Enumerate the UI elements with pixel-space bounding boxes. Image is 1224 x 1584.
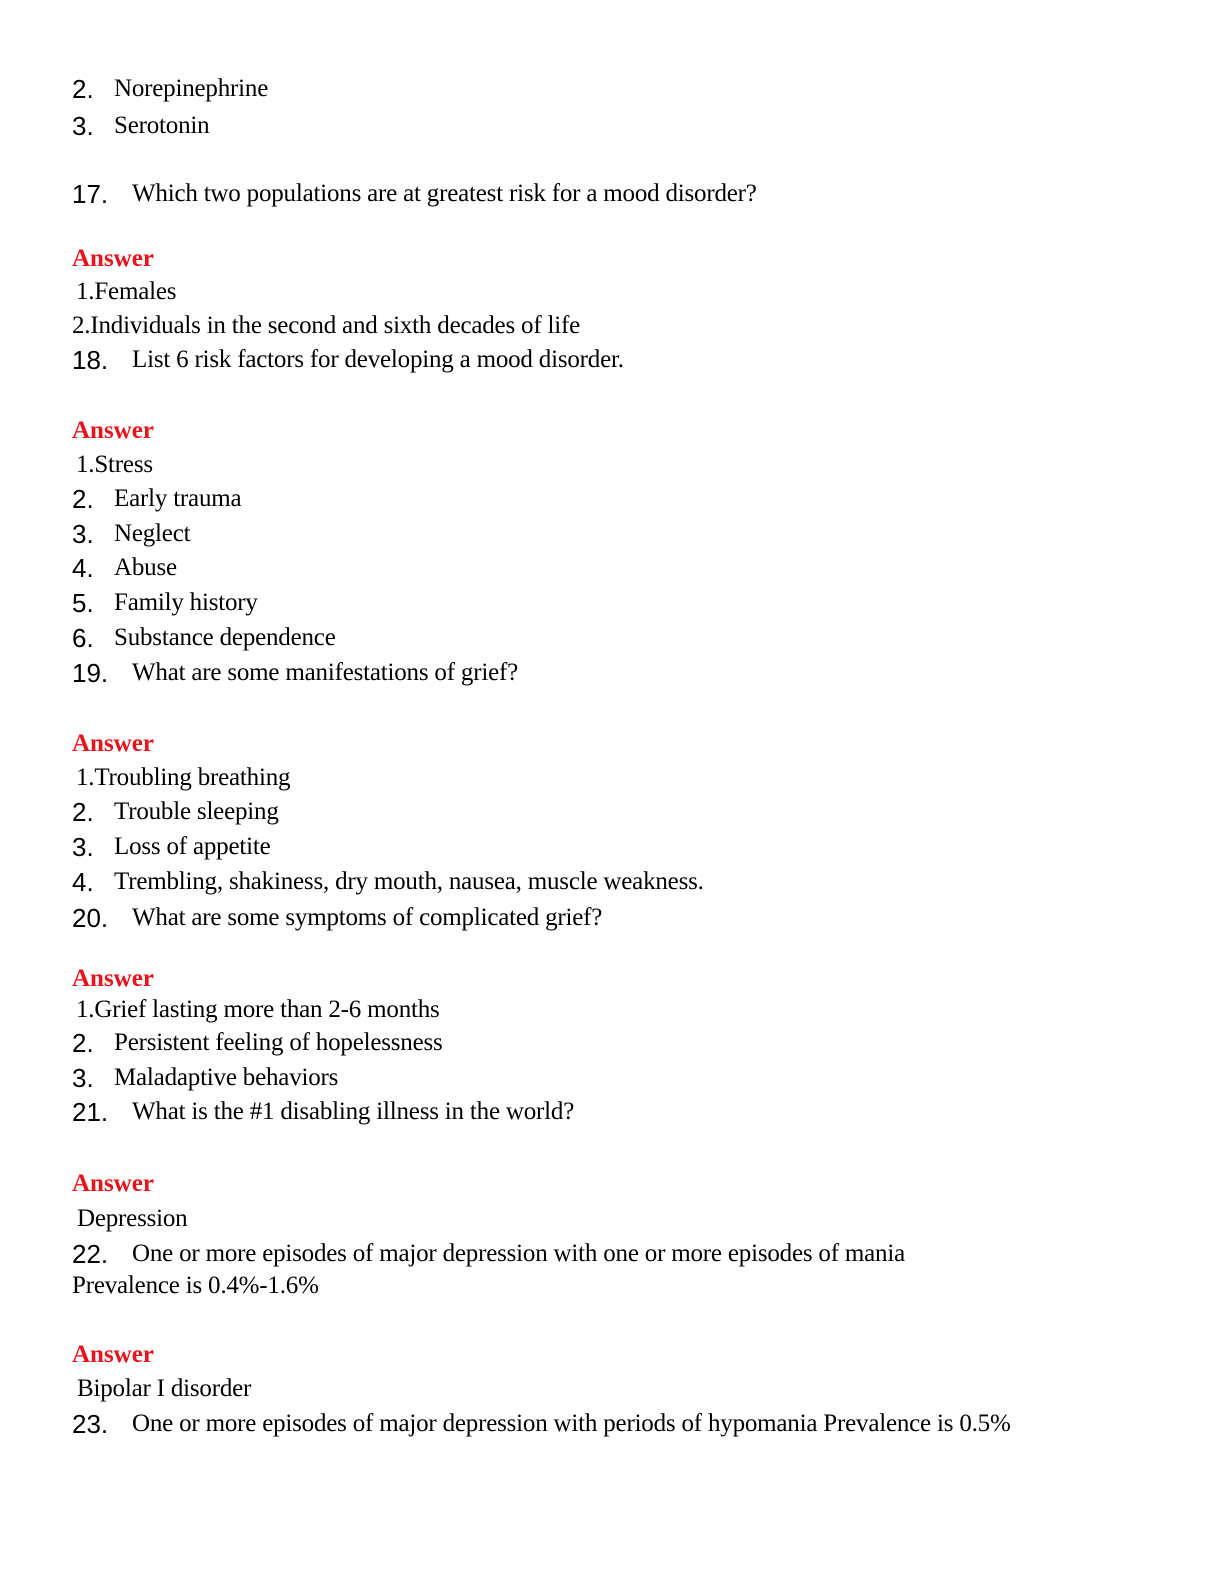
answer-text: 1.Troubling breathing bbox=[76, 764, 291, 791]
item-number: 3. bbox=[72, 519, 94, 549]
question-number: 23. bbox=[72, 1409, 109, 1439]
question-number: 19. bbox=[72, 658, 109, 688]
answer-label: Answer bbox=[72, 965, 154, 992]
answer-label: Answer bbox=[72, 730, 154, 757]
question-text: One or more episodes of major depression with periods of hypomania Prevalence is 0.5% bbox=[132, 1410, 1011, 1437]
item-number: 3. bbox=[72, 832, 94, 862]
answer-label: Answer bbox=[72, 417, 154, 444]
question-text: What are some manifestations of grief? bbox=[132, 659, 518, 686]
question-number: 22. bbox=[72, 1239, 109, 1269]
item-text: Serotonin bbox=[114, 112, 210, 139]
answer-text: Bipolar I disorder bbox=[77, 1375, 252, 1402]
item-number: 2. bbox=[72, 797, 94, 827]
answer-text: Family history bbox=[114, 589, 258, 616]
item-text: Norepinephrine bbox=[114, 75, 269, 102]
question-text: What are some symptoms of complicated grief? bbox=[132, 904, 603, 931]
answer-text: 1.Grief lasting more than 2-6 months bbox=[76, 996, 440, 1023]
question-text: One or more episodes of major depression with one or more episodes of mania bbox=[132, 1240, 905, 1267]
question-number: 21. bbox=[72, 1097, 109, 1127]
answer-text: Depression bbox=[77, 1205, 188, 1232]
answer-text: Neglect bbox=[114, 520, 191, 547]
item-number: 5. bbox=[72, 588, 94, 618]
question-text: Which two populations are at greatest risk for a mood disorder? bbox=[132, 180, 757, 207]
item-number: 3. bbox=[72, 111, 94, 141]
item-number: 6. bbox=[72, 623, 94, 653]
answer-text: Trembling, shakiness, dry mouth, nausea, muscle weakness. bbox=[114, 868, 704, 895]
answer-text: Early trauma bbox=[114, 485, 242, 512]
item-number: 4. bbox=[72, 867, 94, 897]
answer-label: Answer bbox=[72, 245, 154, 272]
question-number: 20. bbox=[72, 903, 109, 933]
item-number: 4. bbox=[72, 553, 94, 583]
answer-text: Substance dependence bbox=[114, 624, 336, 651]
item-number: 2. bbox=[72, 74, 94, 104]
item-number: 3. bbox=[72, 1063, 94, 1093]
answer-text: 1.Stress bbox=[76, 451, 153, 478]
question-text: List 6 risk factors for developing a mood disorder. bbox=[132, 346, 624, 373]
answer-label: Answer bbox=[72, 1341, 154, 1368]
answer-text: 2.Individuals in the second and sixth decades of life bbox=[72, 312, 581, 339]
answer-text: Maladaptive behaviors bbox=[114, 1064, 339, 1091]
answer-text: 1.Females bbox=[76, 278, 177, 305]
question-text: Prevalence is 0.4%-1.6% bbox=[72, 1272, 319, 1299]
answer-text: Abuse bbox=[114, 554, 177, 581]
answer-label: Answer bbox=[72, 1170, 154, 1197]
question-text: What is the #1 disabling illness in the world? bbox=[132, 1098, 575, 1125]
item-number: 2. bbox=[72, 484, 94, 514]
question-number: 17. bbox=[72, 179, 109, 209]
question-number: 18. bbox=[72, 345, 109, 375]
item-number: 2. bbox=[72, 1028, 94, 1058]
answer-text: Persistent feeling of hopelessness bbox=[114, 1029, 443, 1056]
answer-text: Loss of appetite bbox=[114, 833, 271, 860]
answer-text: Trouble sleeping bbox=[114, 798, 279, 825]
